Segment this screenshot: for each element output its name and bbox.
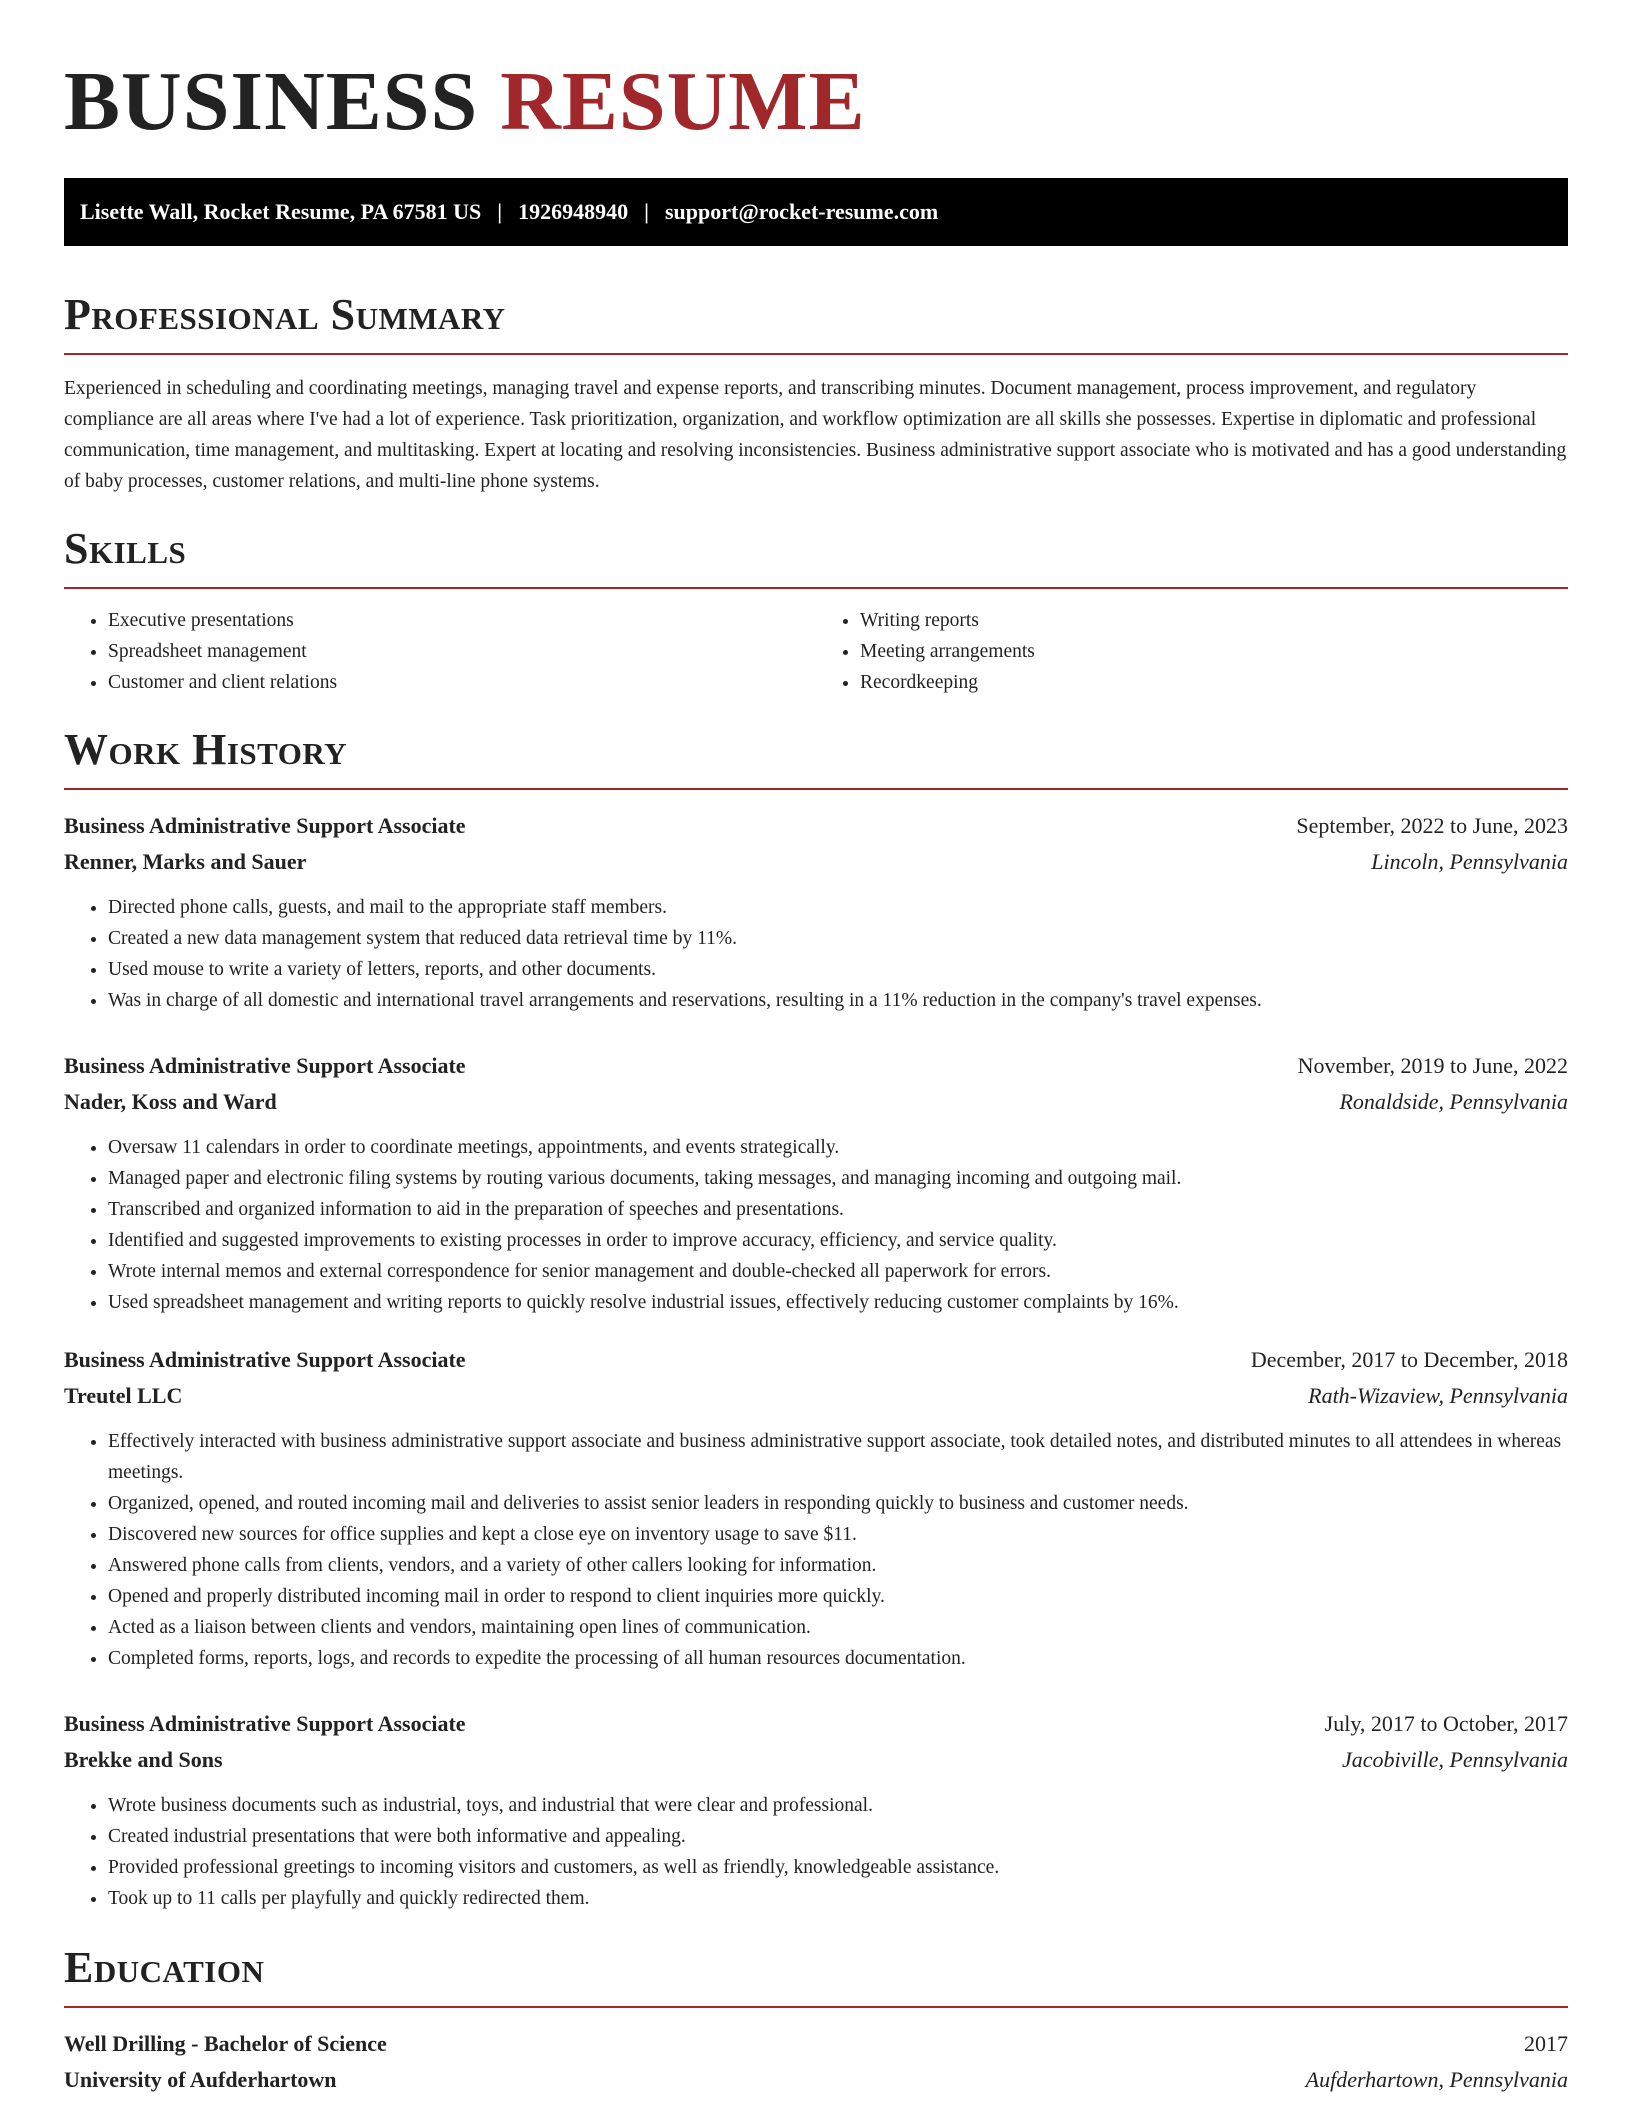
section-heading-summary: Professional Summary — [64, 290, 506, 339]
job-location: Rath-Wizaview, Pennsylvania — [1308, 1383, 1568, 1408]
summary-text: Experienced in scheduling and coordinating meetings, managing travel and expense reports, and transcribing minutes. Document management, process improvement, and regulatory compliance are all areas where I've had a lot of experience. Task prioritization, organization, and workflow optimization are all skills she possesses. Expertise in diplomatic and professional communication, time management, and multitasking. Expert at locating and resolving inconsistencies. Business administrative support associate who is motivated and has a good understanding of baby processes, customer relations, and multi-line phone systems. — [64, 378, 1567, 492]
job-bullets — [64, 1426, 1568, 1674]
job-bullet: • Effectively interacted with business administrative support associate and business administrative support associate, took detailed notes, and distributed minutes to all attendees in whereas meetings. — [108, 1426, 1568, 1488]
education-school-row — [64, 2062, 1568, 2098]
job-bullet: • Wrote internal memos and external correspondence for senior management and double-checked all paperwork for errors. — [108, 1256, 1568, 1287]
education-school: University of Aufderhartown — [64, 2067, 337, 2092]
job-bullet: • Used mouse to write a variety of letters, reports, and other documents. — [108, 954, 1568, 985]
title-accent: RESUME — [500, 55, 866, 148]
job-bullet: • Completed forms, reports, logs, and records to expedite the processing of all human resources documentation. — [108, 1643, 1568, 1674]
job-header-row — [64, 1048, 1568, 1084]
education-entry — [64, 2026, 1568, 2098]
job-dates: November, 2019 to June, 2022 — [1297, 1053, 1568, 1078]
job-bullet: • Created a new data management system that reduced data retrieval time by 11%. — [108, 923, 1568, 954]
job-company: Nader, Koss and Ward — [64, 1089, 277, 1114]
job-bullets — [64, 1132, 1568, 1318]
skill-item: • Meeting arrangements — [860, 636, 1568, 667]
job-bullet: • Acted as a liaison between clients and vendors, maintaining open lines of communication. — [108, 1612, 1568, 1643]
education-degree: Well Drilling - Bachelor of Science — [64, 2031, 387, 2056]
job-entry — [64, 808, 1568, 1016]
job-header-row — [64, 808, 1568, 844]
job-title: Business Administrative Support Associate — [64, 1053, 466, 1078]
job-bullet: • Took up to 11 calls per playfully and quickly redirected them. — [108, 1883, 1568, 1914]
education-location: Aufderhartown, Pennsylvania — [1305, 2067, 1568, 2092]
education-year: 2017 — [1524, 2031, 1568, 2056]
job-entry — [64, 1048, 1568, 1318]
job-company: Brekke and Sons — [64, 1747, 223, 1772]
title-main: BUSINESS — [64, 55, 479, 148]
section-divider — [64, 2006, 1568, 2008]
job-title: Business Administrative Support Associate — [64, 1711, 466, 1736]
contact-email: support@rocket-resume.com — [664, 199, 939, 224]
job-company-row — [64, 1742, 1568, 1778]
job-bullets — [64, 892, 1568, 1016]
section-heading-education: Education — [64, 1943, 265, 1992]
contact-phone: 1926948940 — [518, 199, 629, 224]
section-divider — [64, 587, 1568, 589]
job-dates: December, 2017 to December, 2018 — [1250, 1347, 1568, 1372]
skill-item: • Executive presentations — [108, 605, 816, 636]
job-entry — [64, 1706, 1568, 1914]
job-bullet: • Managed paper and electronic filing systems by routing various documents, taking messages, and managing incoming and outgoing mail. — [108, 1163, 1568, 1194]
skills-list — [64, 605, 1568, 698]
resume-title — [64, 0, 1568, 152]
job-bullet: • Oversaw 11 calendars in order to coordinate meetings, appointments, and events strategically. — [108, 1132, 1568, 1163]
section-divider — [64, 353, 1568, 355]
job-header-row — [64, 1706, 1568, 1742]
job-bullet: • Provided professional greetings to incoming visitors and customers, as well as friendly, knowledgeable assistance. — [108, 1852, 1568, 1883]
job-bullet: • Transcribed and organized information to aid in the preparation of speeches and presentations. — [108, 1194, 1568, 1225]
job-bullets — [64, 1790, 1568, 1914]
work-history-section — [64, 726, 1568, 1914]
skill-item: • Customer and client relations — [108, 667, 816, 698]
contact-bar — [64, 178, 1568, 246]
job-bullet: • Was in charge of all domestic and international travel arrangements and reservations, resulting in a 11% reduction in the company's travel expenses. — [108, 985, 1568, 1016]
job-title: Business Administrative Support Associate — [64, 813, 466, 838]
skill-item: • Spreadsheet management — [108, 636, 816, 667]
skill-item: • Recordkeeping — [860, 667, 1568, 698]
job-company-row — [64, 1084, 1568, 1120]
skills-section — [64, 525, 1568, 698]
job-bullet: • Wrote business documents such as industrial, toys, and industrial that were clear and professional. — [108, 1790, 1568, 1821]
job-bullet: • Identified and suggested improvements to existing processes in order to improve accuracy, efficiency, and service quality. — [108, 1225, 1568, 1256]
skills-column-right — [816, 605, 1568, 698]
job-bullet: • Created industrial presentations that were both informative and appealing. — [108, 1821, 1568, 1852]
job-location: Ronaldside, Pennsylvania — [1339, 1089, 1568, 1114]
job-header-row — [64, 1342, 1568, 1378]
section-divider — [64, 788, 1568, 790]
job-bullet: • Opened and properly distributed incoming mail in order to respond to client inquiries more quickly. — [108, 1581, 1568, 1612]
job-company-row — [64, 1378, 1568, 1414]
job-location: Jacobiville, Pennsylvania — [1341, 1747, 1568, 1772]
job-bullet: • Organized, opened, and routed incoming mail and deliveries to assist senior leaders in responding quickly to business and customer needs. — [108, 1488, 1568, 1519]
summary-section — [64, 291, 1568, 497]
job-company: Treutel LLC — [64, 1383, 183, 1408]
contact-address: Lisette Wall, Rocket Resume, PA 67581 US — [80, 199, 482, 224]
job-entry — [64, 1342, 1568, 1674]
job-title: Business Administrative Support Associate — [64, 1347, 466, 1372]
job-company: Renner, Marks and Sauer — [64, 849, 307, 874]
education-header-row — [64, 2026, 1568, 2062]
job-company-row — [64, 844, 1568, 880]
job-dates: July, 2017 to October, 2017 — [1324, 1711, 1568, 1736]
education-section — [64, 1944, 1568, 2098]
job-bullet: • Answered phone calls from clients, vendors, and a variety of other callers looking for information. — [108, 1550, 1568, 1581]
job-bullet: • Directed phone calls, guests, and mail to the appropriate staff members. — [108, 892, 1568, 923]
skill-item: • Writing reports — [860, 605, 1568, 636]
job-bullet: • Used spreadsheet management and writing reports to quickly resolve industrial issues, effectively reducing customer complaints by 16%. — [108, 1287, 1568, 1318]
job-bullet: • Discovered new sources for office supplies and kept a close eye on inventory usage to save $11. — [108, 1519, 1568, 1550]
contact-separator: | — [644, 199, 649, 224]
job-location: Lincoln, Pennsylvania — [1371, 849, 1568, 874]
section-heading-work-history: Work History — [64, 725, 348, 774]
skills-column-left — [64, 605, 816, 698]
job-dates: September, 2022 to June, 2023 — [1296, 813, 1568, 838]
contact-separator: | — [497, 199, 503, 224]
section-heading-skills: Skills — [64, 524, 187, 573]
